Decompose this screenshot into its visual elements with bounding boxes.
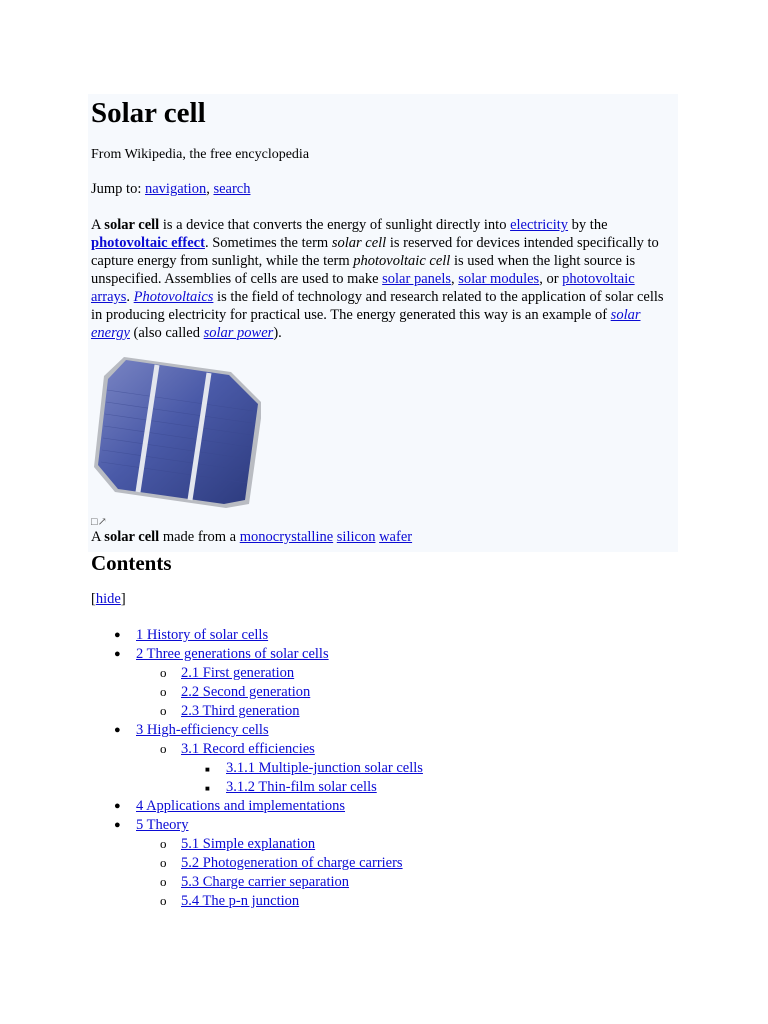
- bullet-icon: o: [160, 684, 167, 699]
- bullet-icon: o: [160, 741, 167, 756]
- toc-link[interactable]: 5.3 Charge carrier separation: [181, 874, 350, 890]
- bullet-icon: ●: [114, 629, 121, 641]
- lead-text: is used when the light source is unspecified. Assemblies of cells are used to make: [91, 253, 636, 287]
- tagline: From Wikipedia, the free encyclopedia: [91, 147, 310, 162]
- bullet-icon: ●: [114, 724, 121, 736]
- lead-text: ,: [451, 271, 459, 287]
- lead-text: ).: [273, 325, 282, 341]
- lead-link[interactable]: electricity: [510, 217, 569, 233]
- toc-item: [91, 683, 671, 702]
- toc-item: [91, 778, 671, 797]
- jump-prefix: Jump to:: [91, 181, 145, 197]
- toc-link[interactable]: 2.3 Third generation: [181, 703, 300, 719]
- caption-text: A: [91, 529, 105, 545]
- caption-text: solar cell: [104, 529, 160, 545]
- bullet-icon: ●: [114, 648, 121, 660]
- caption-link[interactable]: silicon: [336, 529, 376, 545]
- toc-link[interactable]: 2.2 Second generation: [181, 684, 311, 700]
- toc-link[interactable]: 5 Theory: [136, 817, 189, 833]
- bullet-icon: ●: [114, 800, 121, 812]
- lead-text: is reserved for devices intended specifically to capture energy from sunlight, while the term: [91, 235, 659, 269]
- article: [91, 96, 671, 911]
- lead-text: solar cell: [331, 235, 387, 251]
- magnify-icon[interactable]: □↗: [91, 516, 107, 528]
- bullet-icon: o: [160, 893, 167, 908]
- toc-link[interactable]: 5.2 Photogeneration of charge carriers: [181, 855, 403, 871]
- toc-item: [91, 892, 671, 911]
- lead-text: .: [126, 289, 134, 305]
- bullet-icon: ■: [205, 765, 210, 774]
- toc-link[interactable]: 3.1.1 Multiple-junction solar cells: [226, 760, 423, 776]
- lead-link[interactable]: photovoltaic effect: [91, 235, 205, 251]
- bullet-icon: o: [160, 874, 167, 889]
- toc-link[interactable]: 5.4 The p-n junction: [181, 893, 300, 909]
- toc-link[interactable]: 3.1 Record efficiencies: [181, 741, 315, 757]
- lead-text: solar cell: [104, 217, 160, 233]
- jump-navigation-link[interactable]: navigation: [144, 181, 207, 197]
- lead-text: A: [91, 217, 105, 233]
- lead-paragraph: [91, 216, 671, 342]
- toc-item: [91, 797, 671, 816]
- toc-item: [91, 835, 671, 854]
- lead-text: , or: [539, 271, 563, 287]
- lead-link[interactable]: solar energy: [91, 307, 641, 341]
- page-title: Solar cell: [91, 97, 206, 129]
- caption-text: made from a: [159, 529, 240, 545]
- lead-text: is the field of technology and research related to the application of solar cells in producing electricity for practical use. The energy generated this way is an example of: [91, 289, 664, 323]
- lead-link[interactable]: Photovoltaics: [133, 289, 214, 305]
- toc-link[interactable]: 4 Applications and implementations: [136, 798, 346, 814]
- bullet-icon: o: [160, 665, 167, 680]
- toc-item: [91, 873, 671, 892]
- toc-item: [91, 645, 671, 664]
- toc-link[interactable]: 1 History of solar cells: [136, 627, 269, 643]
- lead-link[interactable]: solar modules: [458, 271, 540, 287]
- caption-link[interactable]: wafer: [379, 529, 413, 545]
- jump-links: [91, 181, 671, 198]
- toc-toggle: [91, 591, 671, 608]
- table-of-contents: [91, 626, 671, 911]
- lead-link[interactable]: solar panels: [382, 271, 451, 287]
- toc-item: [91, 664, 671, 683]
- solar-cell-picture: [91, 354, 261, 514]
- toc-item: [91, 626, 671, 645]
- toc-link[interactable]: 3.1.2 Thin-film solar cells: [226, 779, 377, 795]
- lead-text: by the: [568, 217, 608, 233]
- image-caption: [91, 529, 671, 546]
- caption-link[interactable]: monocrystalline: [239, 529, 334, 545]
- bullet-icon: ■: [205, 784, 210, 793]
- toc-toggle-open: [: [91, 591, 96, 607]
- toc-link[interactable]: 3 High-efficiency cells: [136, 722, 269, 738]
- toc-item: [91, 702, 671, 721]
- lead-text: . Sometimes the term: [204, 235, 332, 251]
- lead-link[interactable]: photovoltaic arrays: [91, 271, 635, 305]
- toc-link[interactable]: 2.1 First generation: [181, 665, 295, 681]
- jump-search-link[interactable]: search: [213, 181, 251, 197]
- toc-item: [91, 721, 671, 740]
- toc-item: [91, 740, 671, 759]
- toc-link[interactable]: 5.1 Simple explanation: [181, 836, 316, 852]
- bullet-icon: o: [160, 703, 167, 718]
- bullet-icon: ●: [114, 819, 121, 831]
- toc-link[interactable]: 2 Three generations of solar cells: [136, 646, 329, 662]
- lead-text: (also called: [129, 325, 204, 341]
- solar-cell-image[interactable]: [91, 354, 261, 514]
- hide-link[interactable]: hide: [95, 591, 121, 607]
- bullet-icon: o: [160, 855, 167, 870]
- lead-text: photovoltaic cell: [353, 253, 451, 269]
- toc-item: [91, 759, 671, 778]
- lead-text: is a device that converts the energy of sunlight directly into: [159, 217, 511, 233]
- bullet-icon: o: [160, 836, 167, 851]
- jump-separator: ,: [206, 181, 214, 197]
- toc-item: [91, 854, 671, 873]
- contents-heading: Contents: [91, 551, 172, 575]
- toc-toggle-close: ]: [120, 591, 126, 607]
- lead-link[interactable]: solar power: [203, 325, 274, 341]
- toc-item: [91, 816, 671, 835]
